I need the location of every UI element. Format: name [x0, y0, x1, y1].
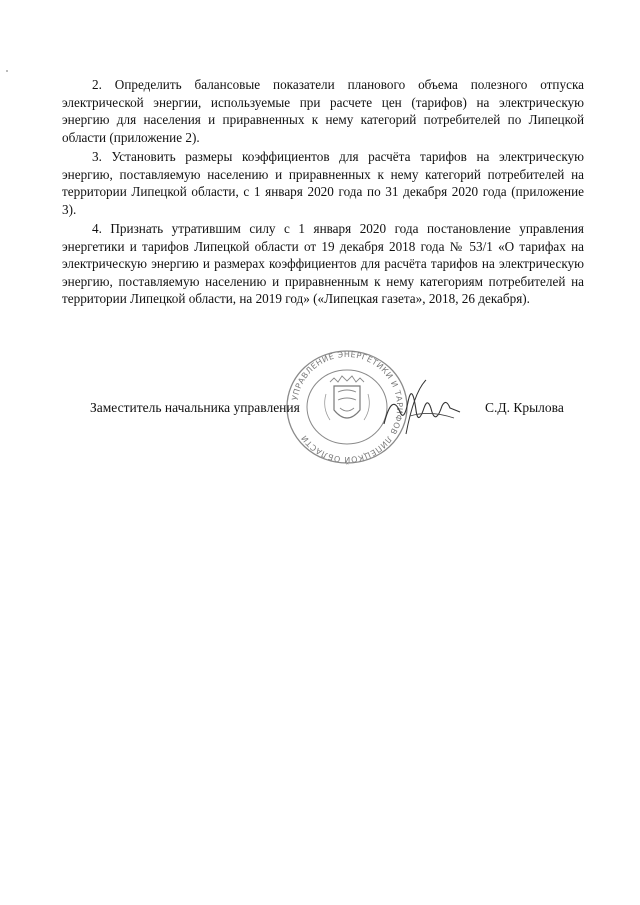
handwritten-signature — [370, 372, 470, 442]
signatory-position: Заместитель начальника управления — [90, 400, 300, 415]
signatory-name: С.Д. Крылова — [485, 400, 564, 415]
paragraph-4: 4. Признать утратившим силу с 1 января 2020 года постановление управления энергетики и тарифов Липецкой области от 19 декабря 2018 года № 53/1 «О тарифах на электрическую энергию и размерах коэффициентов для расчёта тарифов на электрическую энергию, поставляемую населению и приравненным к нему категориям потребителей на территории Липецкой области, на 2019 год» («Липецкая газета», 2018, 26 декабря). — [62, 221, 584, 306]
scan-mark — [6, 70, 8, 72]
paragraph-3: 3. Установить размеры коэффициентов для расчёта тарифов на электрическую энергию, поставляемую населению и приравненных к нему категорий потребителей на территории Липецкой области, с 1 января 2020 года по 31 декабря 2020 года (приложение 3). — [62, 149, 584, 217]
paragraph-2: 2. Определить балансовые показатели планового объема полезного отпуска электрической энергии, используемые при расчете цен (тарифов) на электрическую энергию для населения и приравненных к нему категорий потребителей по Липецкой области (приложение 2). — [62, 77, 584, 145]
svg-text:УПРАВЛЕНИЕ ЭНЕРГЕТИКИ И ТАРИФО: УПРАВЛЕНИЕ ЭНЕРГЕТИКИ И ТАРИФОВ ЛИПЕЦКОЙ ОБЛАСТИ — [290, 349, 405, 465]
